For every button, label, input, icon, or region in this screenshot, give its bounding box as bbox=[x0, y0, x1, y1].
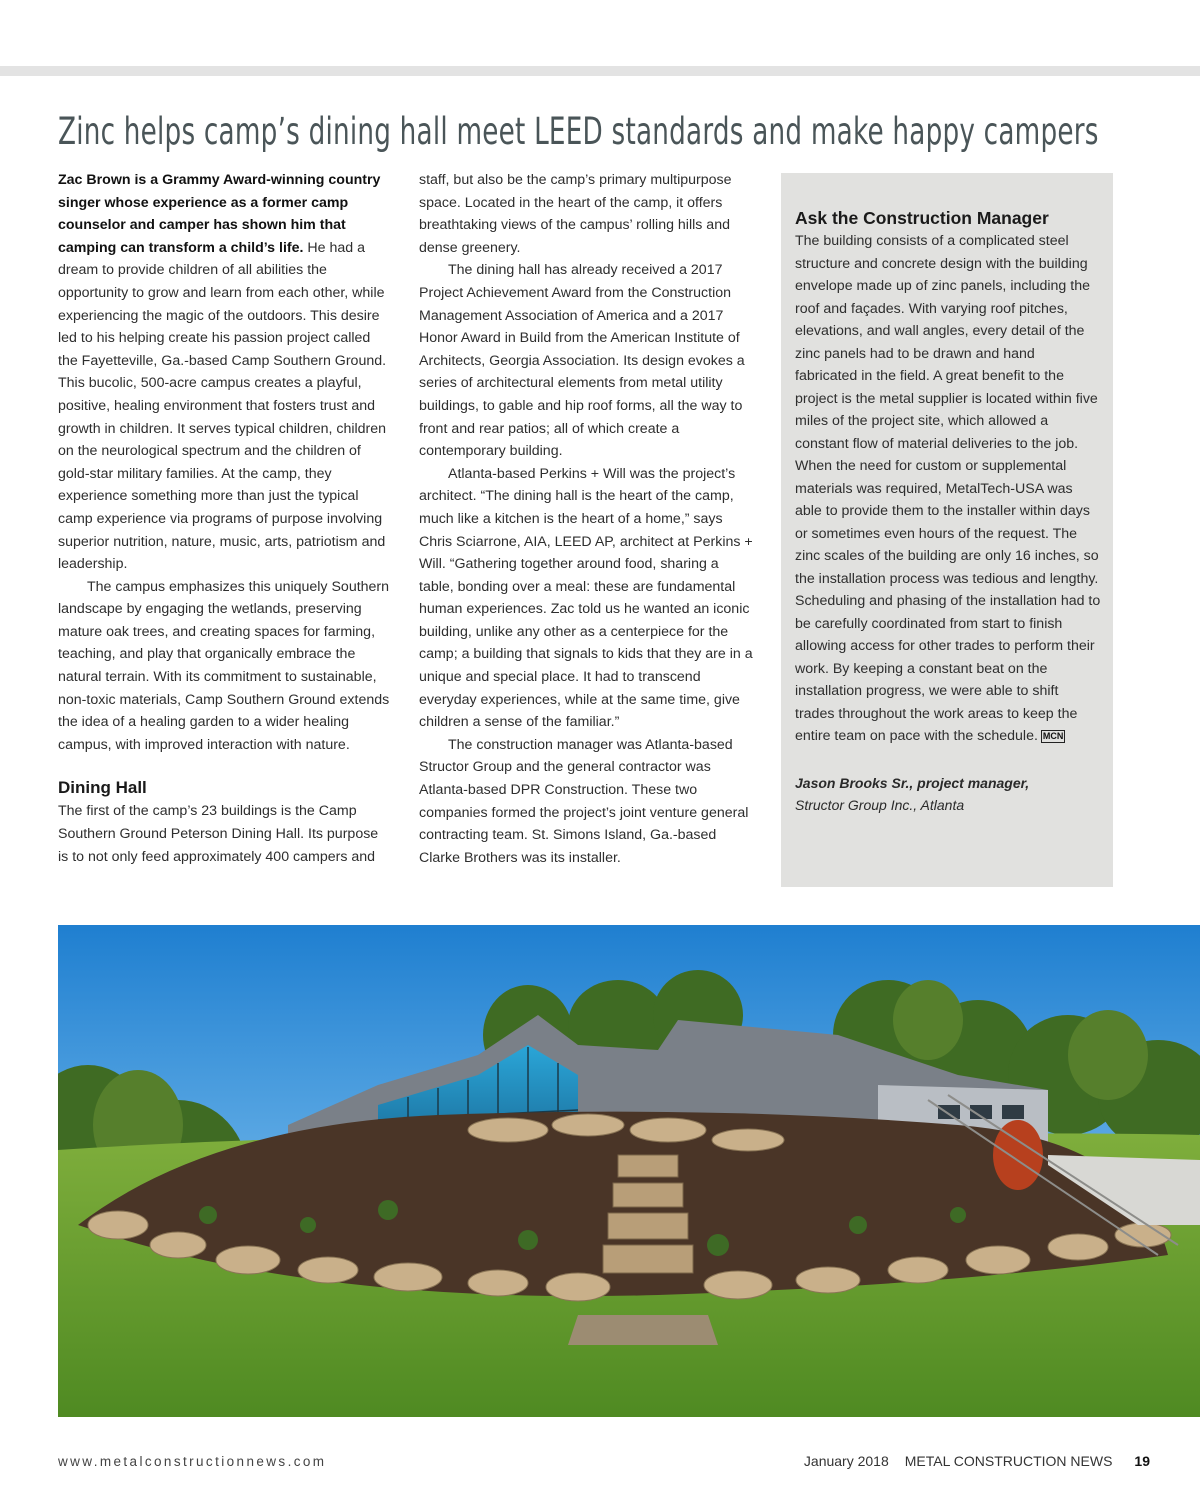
headline: Zinc helps camp’s dining hall meet LEED standards and make happy campers bbox=[58, 110, 1099, 153]
sidebar-box bbox=[781, 173, 1113, 887]
article-paragraph-2: The campus emphasizes this uniquely Southern landscape by engaging the wetlands, preserving mature oak trees, and creating spaces for farming, teaching, and play that organically embrace the natural terrain. With its commitment to sustainable, non-toxic materials, Camp Southern Ground extends the idea of a healing garden to a wider healing campus, with improved interaction with nature. bbox=[58, 578, 390, 753]
dining-hall-subhead: Dining Hall bbox=[58, 778, 147, 798]
dining-hall-photo bbox=[58, 925, 1200, 1417]
lede-text: He had a dream to provide children of all abilities the opportunity to grow and learn from each other, while experiencing the magic of the outdoors. This desire led to his helping create his passion project called the Fayetteville, Ga.-based Camp Southern Ground. This bucolic, 500-acre campus creates a playful, positive, healing environment that fosters trust and growth in children. It serves typical children, children on the neurological spectrum and the children of gold-star military families. At the camp, they experience something more than just the typical camp experience via programs of purpose involving superior nutrition, nature, music, arts, patriotism and leadership. bbox=[58, 239, 387, 573]
mcn-end-mark-icon: MCN bbox=[1042, 731, 1064, 741]
signature-org: Structor Group Inc., Atlanta bbox=[795, 796, 965, 813]
article-paragraph-3b: staff, but also be the camp’s primary multipurpose space. Located in the heart of the camp, it offers breathtaking views of the campus’ rolling hills and dense greenery. bbox=[419, 172, 732, 256]
article-paragraph-4: The dining hall has already received a 2017 Project Achievement Award from the Construction Management Association of America and a 2017 Honor Award in Build from the American Institute of Architects, Georgia Association. Its design evokes a series of architectural elements from metal utility buildings, to gable and hip roof forms, all the way to front and rear patios; all of which create a contemporary building. bbox=[419, 262, 745, 460]
article-column-1 bbox=[58, 169, 390, 868]
sidebar-title: Ask the Construction Manager bbox=[795, 208, 1049, 228]
lede-bold-text: Zac Brown is a Grammy Award-winning country singer whose experience as a former camp counselor and camper has shown him that camping can transform a child’s life. bbox=[58, 172, 381, 256]
lede-paragraph bbox=[58, 169, 390, 576]
footer-publication: METAL CONSTRUCTION NEWS bbox=[904, 1453, 1113, 1469]
footer-date: January 2018 bbox=[803, 1453, 889, 1469]
sidebar-signature bbox=[795, 772, 1101, 816]
sidebar-body-text: The building consists of a complicated steel structure and concrete design with the building envelope made up of zinc panels, including the roof and façades. With varying roof pitches, elevations, and wall angles, every detail of the zinc panels had to be drawn and hand fabricated in the field. A great benefit to the project is the metal supplier is located within five miles of the project site, which allowed a constant flow of material deliveries to the job. When the need for custom or supplemental materials was required, MetalTech-USA was able to provide them to the installer within days or sometimes even hours of the request. The zinc scales of the building are only 16 inches, so the installation process was tedious and lengthy. Scheduling and phasing of the installation had to be carefully coordinated from start to finish allowing access for other trades to perform their work. By keeping a constant beat on the installation progress, we were able to shift trades throughout the work areas to keep the entire team on pace with the schedule. bbox=[795, 233, 1101, 744]
page-number: 19 bbox=[1134, 1453, 1150, 1469]
footer-url[interactable]: www.metalconstructionnews.com bbox=[58, 1454, 327, 1469]
sidebar-body bbox=[795, 230, 1101, 748]
footer-info bbox=[788, 1453, 1150, 1469]
article-column-2 bbox=[419, 169, 755, 869]
article-paragraph-5: Atlanta-based Perkins + Will was the project’s architect. “The dining hall is the heart of the camp, much like a kitchen is the heart of a home,” says Chris Sciarrone, AIA, LEED AP, architect at Perkins + Will. “Gathering together around food, sharing a table, bonding over a meal: these are fundamental human experiences. Zac told us he wanted an iconic building, unlike any other as a centerpiece for the camp; a building that signals to kids that they are in a unique and special place. It had to transcend everyday experiences, while at the same time, give children a sense of the familiar.” bbox=[419, 465, 753, 731]
article-paragraph-3a: The first of the camp’s 23 buildings is the Camp Southern Ground Peterson Dining Hall. Its purpose is to not only feed approximately 400 campers and bbox=[58, 803, 379, 865]
signature-name: Jason Brooks Sr., project manager, bbox=[795, 774, 1030, 791]
top-rule bbox=[0, 66, 1200, 76]
article-paragraph-6: The construction manager was Atlanta-based Structor Group and the general contractor was Atlanta-based DPR Construction. These two companies formed the project’s joint venture general contracting team. St. Simons Island, Ga.-based Clarke Brothers was its installer. bbox=[419, 736, 749, 866]
